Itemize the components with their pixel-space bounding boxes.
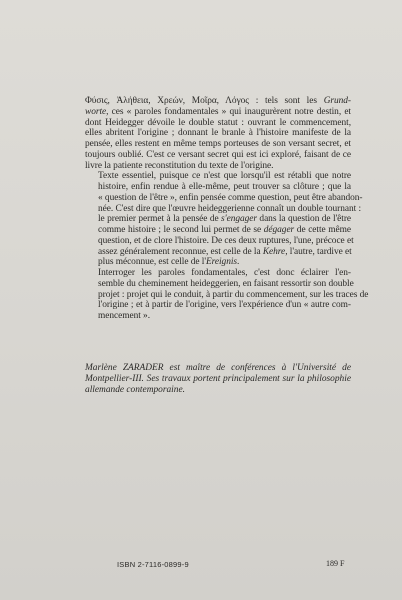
text-run: projet : projet qui le conduit, à partir du commencement, sur les traces de	[98, 289, 369, 300]
text-line	[85, 150, 351, 161]
text-line	[85, 385, 351, 396]
text-run: l'origine ; et à partir de l'origine, vers l'expérience d'un « autre com-	[98, 300, 351, 311]
text-run: le premier permet à la pensée de	[98, 214, 222, 225]
text-run: plus méconnue, est celle de l'	[98, 257, 206, 268]
text-run: question, et de clore l'histoire. De ces deux ruptures, l'une, précoce et	[98, 235, 354, 246]
text-line	[85, 257, 351, 268]
text-run: née. C'est dire que l'œuvre heideggerienne connaît un double tournant :	[98, 203, 362, 214]
text-line	[85, 161, 351, 172]
isbn: ISBN 2-7116-0899-9	[117, 560, 189, 569]
text-run: Φύσις, Ἀλήθεια, Χρεών, Μοῖρα, Λόγος : tels sont les	[85, 96, 324, 106]
blurb-text	[85, 96, 369, 322]
text-run: elles abritent l'origine ; donnant le branle à l'histoire manifeste de la	[85, 128, 351, 139]
text-line	[85, 363, 351, 374]
text-line	[85, 225, 351, 236]
text-line	[85, 289, 369, 301]
paragraph-2	[85, 171, 363, 268]
paragraph-1	[85, 96, 351, 171]
text-run: livre la patiente reconstitution du texte de l'origine.	[85, 160, 274, 171]
text-run: histoire, enfin rendue à elle-même, peut trouver sa clôture ; que la	[98, 182, 351, 192]
text-line	[85, 374, 351, 385]
text-run: Texte essentiel, puisque ce n'est que lorsqu'il est rétabli que notre	[98, 171, 351, 182]
text-run: comme histoire ; le second lui permet de se	[98, 225, 264, 235]
text-line	[85, 214, 351, 225]
italic-text: dégager	[263, 225, 295, 235]
text-run: .	[237, 257, 240, 268]
text-line	[85, 182, 351, 193]
italic-text: Ereignis	[205, 257, 237, 268]
text-line	[85, 278, 354, 290]
text-run: , l'autre, tardive et	[285, 246, 352, 257]
text-line	[85, 107, 351, 118]
text-run: Montpellier-III. Ses travaux portent principalement sur la philosophie	[85, 373, 351, 384]
text-run: assez généralement reconnue, est celle de la	[98, 246, 263, 257]
text-run: « question de l'être », enfin pensée comme question, peut être abandon-	[98, 192, 363, 203]
author-bio	[85, 363, 351, 395]
text-line	[85, 203, 362, 215]
text-line	[85, 235, 354, 247]
text-run: semble du cheminement heideggerien, en faisant ressortir son double	[98, 278, 354, 289]
italic-text: Kehre	[262, 246, 286, 257]
text-line	[85, 268, 351, 279]
text-run: de cette même	[294, 225, 351, 235]
text-line	[85, 171, 351, 182]
text-run: Interroger les paroles fondamentales, c'est donc éclairer l'en-	[98, 268, 351, 278]
text-line	[85, 96, 351, 107]
text-line	[85, 139, 351, 150]
italic-text: Grund-	[323, 96, 351, 106]
text-line	[85, 118, 351, 129]
paragraph-3	[85, 268, 369, 322]
text-line	[85, 311, 351, 322]
text-line	[85, 192, 363, 204]
price: 189 F	[326, 559, 345, 568]
text-line	[85, 300, 351, 311]
text-line	[85, 247, 351, 258]
text-run: dans la question de l'être	[256, 214, 352, 225]
text-line	[85, 128, 351, 139]
text-run: allemande contemporaine.	[85, 384, 185, 395]
text-run: dont Heidegger dévoile le double statut : ouvrant le commencement,	[85, 117, 351, 128]
text-run: mencement ».	[98, 311, 150, 321]
italic-text: worte	[85, 106, 107, 117]
text-run: pensée, elles restent en même temps porteuses de son versant secret, et	[85, 139, 351, 149]
text-run: toujours oublié. C'est ce versant secret qui est ici exploré, faisant de ce	[85, 149, 351, 160]
text-run: Marlène ZARADER est maître de conférences à l'Université de	[85, 363, 351, 373]
text-run: , ces « paroles fondamentales » qui inaugurèrent notre destin, et	[106, 106, 351, 117]
italic-text: s'engager	[221, 214, 257, 225]
